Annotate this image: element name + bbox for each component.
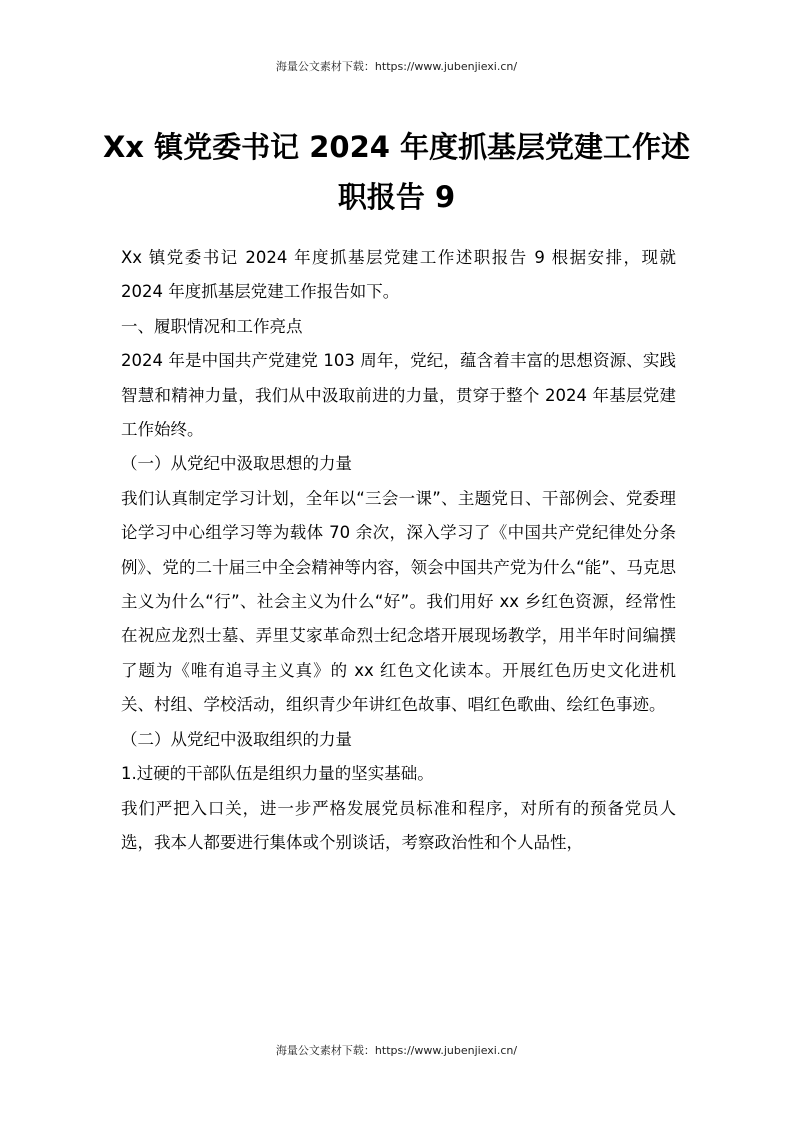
document-title: Xx 镇党委书记 2024 年度抓基层党建工作述职报告 9	[102, 130, 691, 214]
paragraph-recruitment: 我们严把入口关，进一步严格发展党员标准和程序，对所有的预备党员人选，我本人都要进行集体或个别谈话，考察政治性和个人品性，	[121, 798, 676, 852]
section-heading-1: 一、履职情况和工作亮点	[121, 316, 303, 336]
paragraph-intro: Xx 镇党委书记 2024 年度抓基层党建工作述职报告 9 根据安排，现就 2024 年度抓基层党建工作报告如下。	[121, 248, 676, 302]
point-heading-1: 1.过硬的干部队伍是组织力量的坚实基础。	[121, 764, 434, 784]
header-note: 海量公文素材下载：https://www.jubenjiexi.cn/	[275, 60, 518, 73]
paragraph-study: 我们认真制定学习计划，全年以“三会一课”、主题党日、干部例会、党委理论学习中心组学习等为载体 70 余次，深入学习了《中国共产党纪律处分条例》、党的二十届三中全会精神等内容，领会中国共产党为什么“能”、马克思主义为什么“行”、社会主义为什么“好”。我们用好 xx 乡红色资源，经常性在祝应龙烈士墓、弄里艾家革命烈士纪念塔开展现场教学，用半年时间编撰了题为《唯有追寻主义真》的 xx 红色文化读本。开展红色历史文化进机关、村组、学校活动，组织青少年讲红色故事、唱红色歌曲、绘红色事迹。	[121, 488, 676, 715]
document-body	[121, 241, 676, 860]
subsection-heading-1: （一）从党纪中汲取思想的力量	[121, 454, 352, 474]
footer-note: 海量公文素材下载：https://www.jubenjiexi.cn/	[275, 1044, 518, 1057]
paragraph-overview: 2024 年是中国共产党建党 103 周年，党纪，蕴含着丰富的思想资源、实践智慧和精神力量，我们从中汲取前进的力量，贯穿于整个 2024 年基层党建工作始终。	[121, 351, 676, 440]
subsection-heading-2: （二）从党纪中汲取组织的力量	[121, 729, 352, 749]
